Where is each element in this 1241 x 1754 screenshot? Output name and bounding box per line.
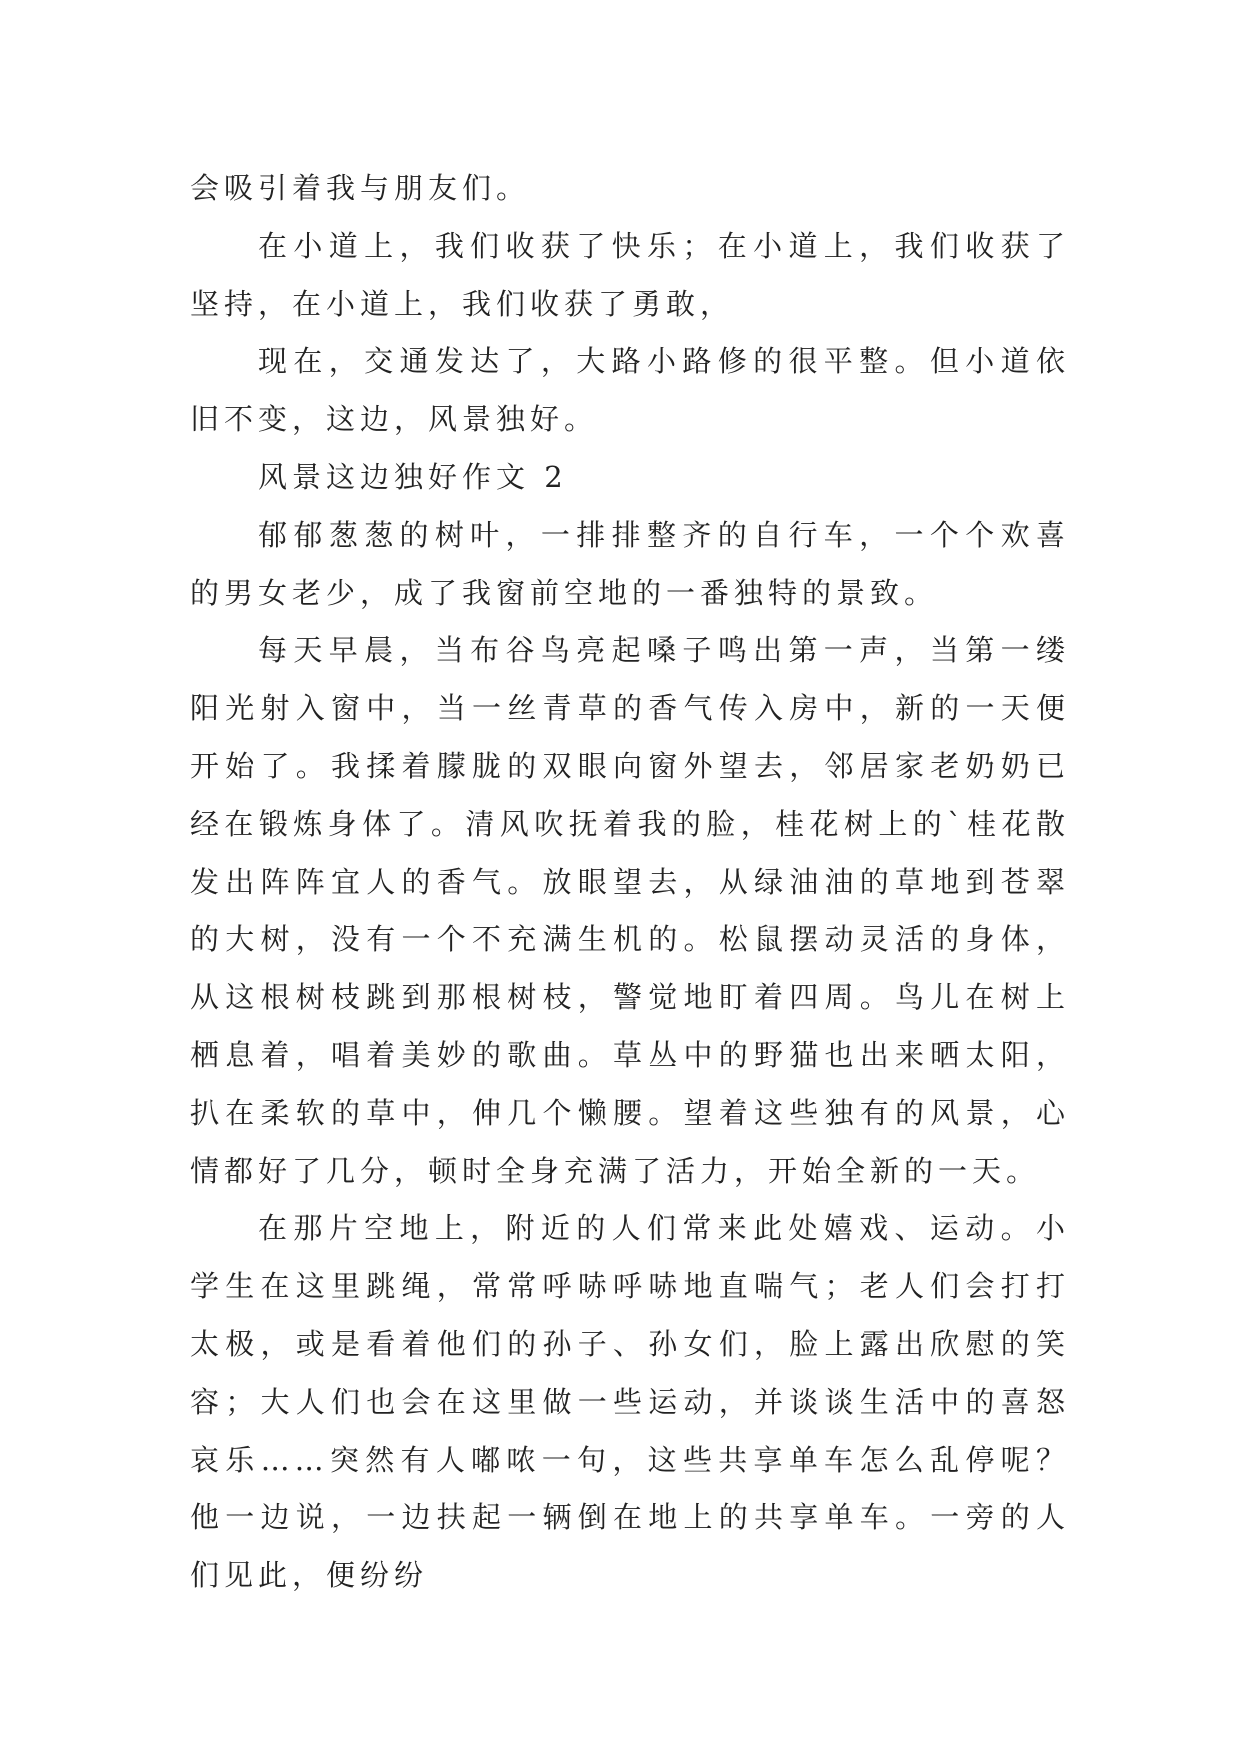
essay-heading: 风景这边独好作文 2 <box>258 459 568 494</box>
paragraph-continuation: 会吸引着我与朋友们。 <box>190 171 531 205</box>
essay-body <box>190 160 1070 1605</box>
paragraph: 在那片空地上，附近的人们常来此处嬉戏、运动。小学生在这里跳绳，常常呼哧呼哧地直喘气；老人们会打打太极，或是看着他们的孙子、孙女们，脸上露出欣慰的笑容；大人们也会在这里做一些运动，并谈谈生活中的喜怒哀乐……突然有人嘟哝一句，这些共享单车怎么乱停呢？他一边说，一边扶起一辆倒在地上的共享单车。一旁的人们见此，便纷纷 <box>190 1211 1070 1593</box>
paragraph: 每天早晨，当布谷鸟亮起嗓子鸣出第一声，当第一缕阳光射入窗中，当一丝青草的香气传入房中，新的一天便开始了。我揉着朦胧的双眼向窗外望去，邻居家老奶奶已经在锻炼身体了。清风吹抚着我的脸，桂花树上的`桂花散发出阵阵宜人的香气。放眼望去，从绿油油的草地到苍翠的大树，没有一个不充满生机的。松鼠摆动灵活的身体，从这根树枝跳到那根树枝，警觉地盯着四周。鸟儿在树上栖息着，唱着美妙的歌曲。草丛中的野猫也出来晒太阳，扒在柔软的草中，伸几个懒腰。望着这些独有的风景，心情都好了几分，顿时全身充满了活力，开始全新的一天。 <box>190 633 1070 1188</box>
paragraph: 郁郁葱葱的树叶，一排排整齐的自行车，一个个欢喜的男女老少，成了我窗前空地的一番独特的景致。 <box>190 517 1070 610</box>
paragraph: 在小道上，我们收获了快乐；在小道上，我们收获了坚持，在小道上，我们收获了勇敢， <box>190 228 1070 321</box>
paragraph: 现在，交通发达了，大路小路修的很平整。但小道依旧不变，这边，风景独好。 <box>190 344 1070 437</box>
